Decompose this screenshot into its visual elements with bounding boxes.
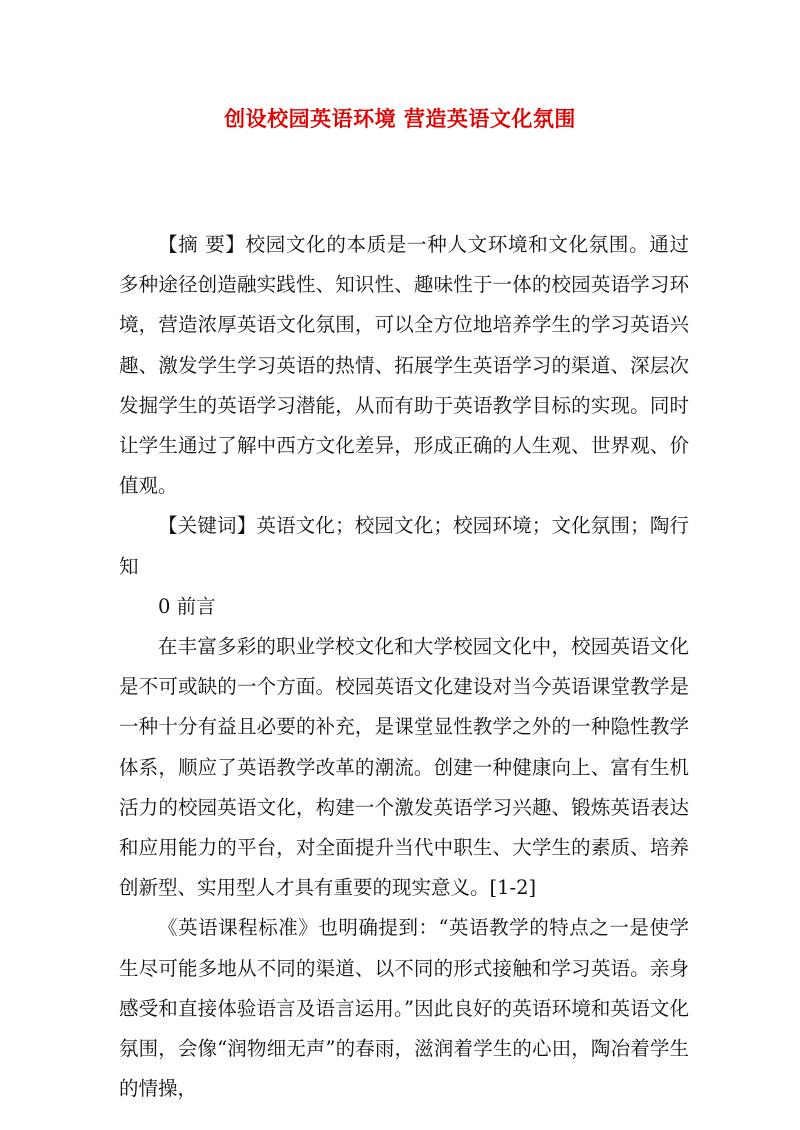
abstract-label: 【摘 要】 xyxy=(158,233,246,256)
abstract-text: 校园文化的本质是一种人文环境和文化氛围。通过多种途径创造融实践性、知识性、趣味性于一体的校园英语学习环境，营造浓厚英语文化氛围，可以全方位地培养学生的学习英语兴趣、激发学生学习英语的热情、拓展学生英语学习的渠道、深层次发掘学生的英语学习潜能，从而有助于英语教学目标的实现。同时让学生通过了解中西方文化差异，形成正确的人生观、世界观、价值观。 xyxy=(119,233,689,498)
section-heading: 0 前言 xyxy=(158,594,216,618)
keywords-text: 英语文化；校园文化；校园环境；文化氛围；陶行知 xyxy=(119,514,689,578)
body-paragraph: 在丰富多彩的职业学校文化和大学校园文化中，校园英语文化是不可或缺的一个方面。校园英语文化建设对当今英语课堂教学是一种十分有益且必要的补充，是课堂显性教学之外的一种隐性教学体系，顺应了英语教学改革的潮流。创建一种健康向上、富有生机活力的校园英语文化，构建一个激发英语学习兴趣、锻炼英语表达和应用能力的平台，对全面提升当代中职生、大学生的素质、培养创新型、实用型人才具有重要的现实意义。[1-2] xyxy=(119,635,689,900)
document-title: 创设校园英语环境 营造英语文化氛围 xyxy=(224,106,576,131)
body-paragraph: 《英语课程标准》也明确提到：“英语教学的特点之一是使学生尽可能多地从不同的渠道、以不同的形式接触和学习英语。亲身感受和直接体验语言及语言运用。”因此良好的英语环境和英语文化氛围，会像“润物细无声”的春雨，滋润着学生的心田，陶冶着学生的情操， xyxy=(119,916,689,1101)
keywords-label: 【关键词】 xyxy=(158,514,257,538)
document-body xyxy=(119,225,689,1109)
abstract-paragraph xyxy=(119,225,689,506)
keywords-paragraph xyxy=(119,506,689,586)
